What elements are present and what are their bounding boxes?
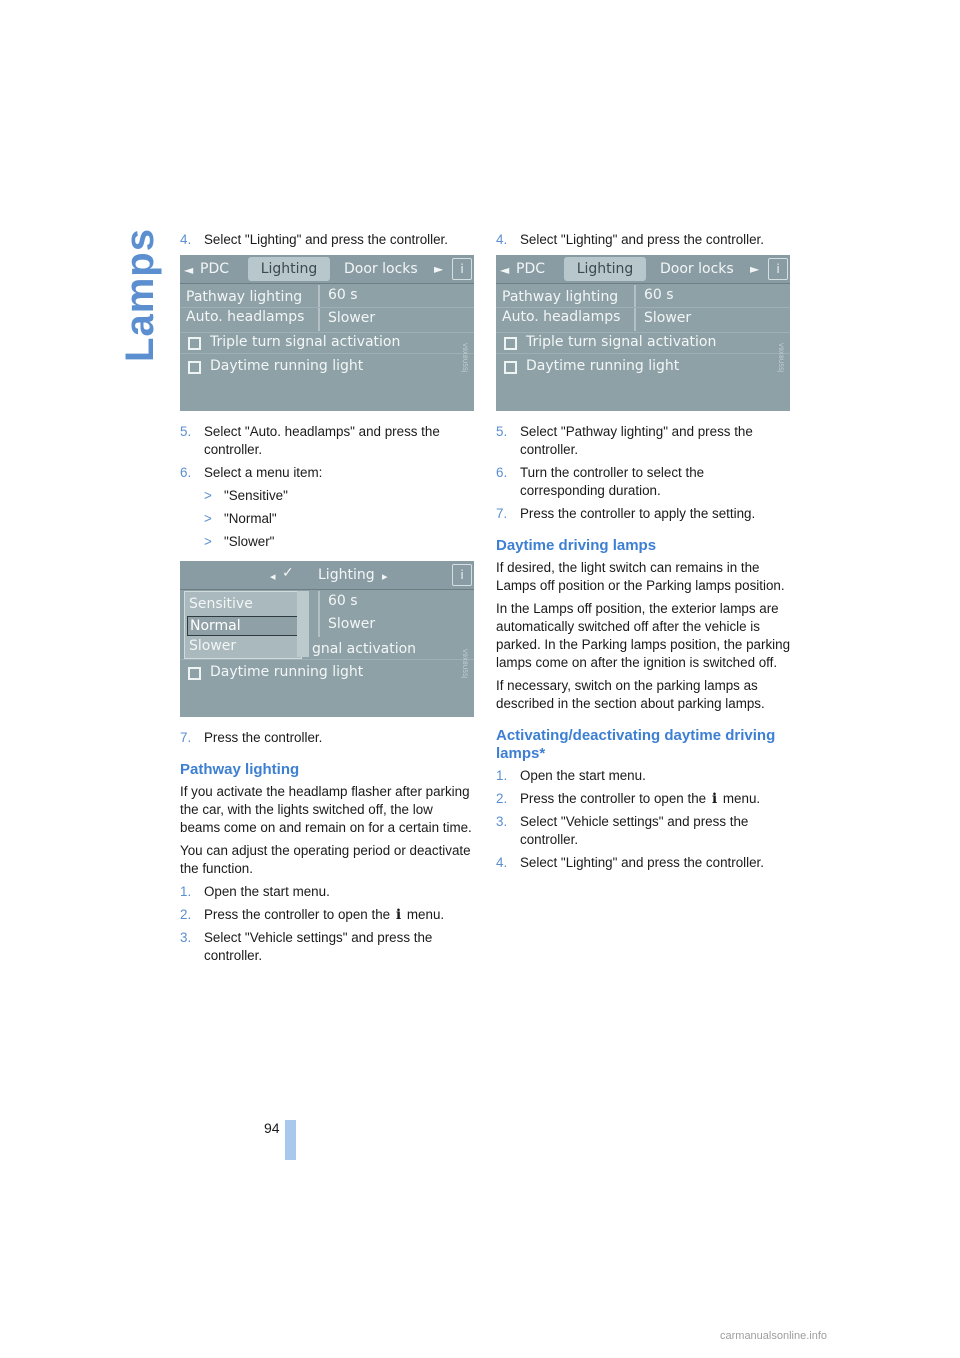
menu-item-list [204, 487, 476, 551]
step-text-part: Press the controller to open the [204, 907, 391, 922]
step-number: 1. [496, 768, 508, 783]
row-separator [180, 353, 474, 354]
image-code: V9X8U5SJ [461, 649, 468, 679]
step-number: 2. [180, 907, 192, 922]
value-sensitivity: Slower [644, 310, 692, 326]
step-7 [180, 729, 476, 747]
info-icon: i [452, 258, 472, 280]
value-duration: 60 s [328, 287, 358, 303]
tab-door-locks: Door locks [660, 261, 734, 277]
column-divider [318, 591, 320, 637]
dropdown-scrollbar [297, 591, 309, 657]
image-code: V9X8U5SJ [461, 343, 468, 373]
info-icon: i [452, 564, 472, 586]
paragraph: If necessary, switch on the parking lamps as described in the section about parking lamps. [496, 678, 765, 711]
menu-item-pathway-lighting: Pathway lighting [186, 289, 303, 305]
step-4 [496, 231, 792, 249]
step-3 [180, 929, 476, 965]
checkbox-icon [504, 337, 517, 350]
step-text: Select a menu item: [204, 465, 323, 480]
tab-lighting: Lighting [248, 257, 330, 281]
list-item-text: "Normal" [224, 511, 277, 526]
arrow-left-icon: ◂ [270, 570, 276, 583]
step-number: 4. [496, 855, 508, 870]
step-number: 3. [496, 814, 508, 829]
step-text-part: menu. [722, 791, 761, 806]
headlamp-menu-screenshot [180, 561, 474, 717]
checkbox-label-daytime: Daytime running light [526, 358, 680, 374]
sensitivity-dropdown [184, 591, 302, 659]
list-item [204, 533, 476, 551]
step-number: 4. [180, 232, 192, 247]
step-5 [180, 423, 476, 459]
heading-pathway-lighting: Pathway lighting [180, 761, 300, 778]
arrow-left-icon: ◄ [500, 263, 510, 277]
checkbox-icon [188, 337, 201, 350]
section-tab: Lamps [118, 228, 162, 362]
step-text: Turn the controller to select the corresponding duration. [520, 465, 705, 498]
partial-label: gnal activation [312, 641, 417, 657]
tab-pdc: PDC [516, 261, 545, 277]
bullet-marker: > [204, 534, 212, 549]
checkbox-icon [188, 361, 201, 374]
step-number: 1. [180, 884, 192, 899]
step-6 [180, 464, 476, 482]
step-4 [496, 854, 792, 872]
step-1 [496, 767, 792, 785]
tab-door-locks: Door locks [344, 261, 418, 277]
step-number: 6. [180, 465, 192, 480]
bullet-marker: > [204, 488, 212, 503]
footer-watermark: carmanualsonline.info [720, 1330, 828, 1342]
step-2 [496, 790, 792, 808]
paragraph: If you activate the headlamp flasher after parking the car, with the lights switched off, the low beams come on and remain on for a certain time. [180, 784, 472, 835]
right-column [496, 231, 792, 877]
list-item [204, 487, 476, 505]
checkbox-icon [188, 667, 201, 680]
menu-item-auto-headlamps: Auto. headlamps [502, 309, 621, 325]
step-text: Select "Lighting" and press the controller. [520, 855, 764, 870]
step-text: Press the controller to apply the setting. [520, 506, 756, 521]
step-5 [496, 423, 792, 459]
step-text: Select "Vehicle settings" and press the controller. [204, 930, 433, 963]
step-text [204, 906, 476, 924]
option-sensitive: Sensitive [189, 596, 253, 612]
step-text: Open the start menu. [520, 768, 646, 783]
checkbox-label-triple-turn: Triple turn signal activation [210, 334, 401, 350]
column-divider [318, 285, 320, 331]
list-item [204, 510, 476, 528]
paragraph: In the Lamps off position, the exterior lamps are automatically switched off after the vehicle is parked. In the Parking lamps position, the parking lamps come on after the ignition is switched off. [496, 601, 791, 670]
step-text: Select "Vehicle settings" and press the controller. [520, 814, 749, 847]
arrow-right-icon: ► [750, 262, 760, 276]
list-item-text: "Slower" [224, 534, 275, 549]
step-text-part: menu. [406, 907, 445, 922]
step-text: Open the start menu. [204, 884, 330, 899]
step-4 [180, 231, 476, 249]
step-text [520, 790, 792, 808]
step-number: 2. [496, 791, 508, 806]
value-duration: 60 s [328, 593, 358, 609]
step-number: 7. [496, 506, 508, 521]
tab-lighting: Lighting [564, 257, 646, 281]
menu-item-pathway-lighting: Pathway lighting [502, 289, 619, 305]
step-number: 5. [496, 424, 508, 439]
info-icon: i [768, 258, 788, 280]
row-separator [496, 307, 790, 308]
bullet-marker: > [204, 511, 212, 526]
heading-activating-daytime-lamps: Activating/deactivating daytime driving lamps* [496, 727, 776, 762]
step-number: 4. [496, 232, 508, 247]
info-icon: i [395, 907, 402, 923]
value-sensitivity: Slower [328, 616, 376, 632]
row-separator [180, 307, 474, 308]
info-icon: i [711, 791, 718, 807]
step-1 [180, 883, 476, 901]
row-separator [180, 659, 474, 660]
option-slower: Slower [189, 638, 237, 654]
checkbox-label-daytime: Daytime running light [210, 358, 364, 374]
step-text-part: Press the controller to open the [520, 791, 707, 806]
value-sensitivity: Slower [328, 310, 376, 326]
step-number: 5. [180, 424, 192, 439]
checkbox-label-triple-turn: Triple turn signal activation [526, 334, 717, 350]
image-code: V9X8U5SJ [777, 343, 784, 373]
left-column [180, 231, 476, 970]
menu-item-auto-headlamps: Auto. headlamps [186, 309, 305, 325]
option-normal-selected: Normal [187, 616, 301, 636]
arrow-right-icon: ▸ [382, 570, 388, 583]
step-text: Select "Pathway lighting" and press the controller. [520, 424, 753, 457]
arrow-right-icon: ► [434, 262, 444, 276]
column-divider [634, 285, 636, 331]
step-number: 3. [180, 930, 192, 945]
step-3 [496, 813, 792, 849]
lighting-menu-screenshot [496, 255, 790, 411]
arrow-left-icon: ◄ [184, 263, 194, 277]
step-text: Select "Lighting" and press the controller. [520, 232, 764, 247]
menu-title: Lighting [318, 567, 375, 583]
page-number: 94 [264, 1120, 280, 1136]
paragraph: You can adjust the operating period or deactivate the function. [180, 843, 471, 876]
paragraph: If desired, the light switch can remains in the Lamps off position or the Parking lamps position. [496, 560, 785, 593]
tab-pdc: PDC [200, 261, 229, 277]
step-2 [180, 906, 476, 924]
step-text: Select "Lighting" and press the controller. [204, 232, 448, 247]
heading-daytime-driving-lamps: Daytime driving lamps [496, 537, 657, 554]
step-6 [496, 464, 792, 500]
step-text: Select "Auto. headlamps" and press the controller. [204, 424, 440, 457]
step-number: 7. [180, 730, 192, 745]
checkbox-label-daytime: Daytime running light [210, 664, 364, 680]
value-duration: 60 s [644, 287, 674, 303]
row-separator [496, 353, 790, 354]
lighting-menu-screenshot [180, 255, 474, 411]
check-icon: ✓ [282, 565, 294, 581]
list-item-text: "Sensitive" [224, 488, 288, 503]
step-number: 6. [496, 465, 508, 480]
step-7 [496, 505, 792, 523]
page-marker-bar [285, 1120, 296, 1160]
checkbox-icon [504, 361, 517, 374]
step-text: Press the controller. [204, 730, 323, 745]
